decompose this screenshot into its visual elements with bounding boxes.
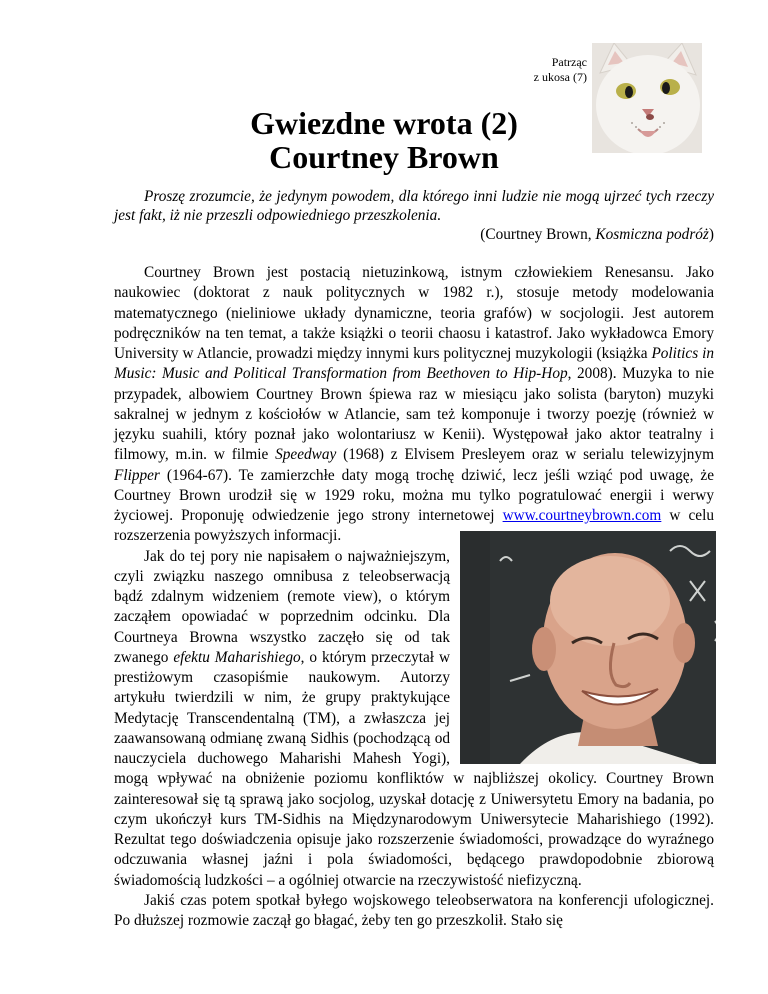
maharishi-effect-term: efektu Maharishiego: [173, 648, 301, 666]
series-note-line2: z ukosa (7): [533, 70, 587, 84]
epigraph-book-title: Kosmiczna podróż: [595, 226, 709, 243]
series-note-line1: Patrząc: [551, 55, 587, 69]
epigraph-close: ): [708, 226, 714, 243]
series-title: Flipper: [114, 466, 160, 484]
paragraph-1-text-a: Courtney Brown jest postacią nietuzinkową, istnym człowiekiem Renesansu. Jako naukowiec (doktorat z nauk politycznych w 1982 r.), stosuje metody modelowania matematycznego (nieliniowe układy dynamiczne, teoria grafów) w socjologii. Jest autorem podręczników na ten temat, a także książki o teorii chaosu i katastrof. Jako wykładowca Emory University w Atlancie, prowadzi między innymi kurs politycznej muzykologii (książka: [114, 264, 714, 362]
paragraph-2-text-b: , o którym przeczytał w prestiżowym czasopiśmie naukowym. Autorzy artykułu twierdzili w nim, że grupy praktykujące Medytację Transcendentalną (TM), a zwłaszcza jej zaawansowaną odmianę zwaną Sidhis (pochodzącą od nauczyciela duchowego Maharishi Mahesh Yogi), mogą wpływać na obniżenie poziomu konfliktów w najbliższej okolicy. Courtney Brown zainteresował się tą sprawą jako socjolog, uzyskał dotację z Uniwersytetu Emory na badania, po czym ukończył kurs TM-Sidhis na Międzynarodowym Uniwersytecie Maharishiego (1992). Rezultat tego doświadczenia opisuje jako rozszerzenie świadomości, prowadzące do wyraźnego odczuwania własnej jaźni i pola świadomości, będącego prawdopodobnie zbiorową świadomością ludzkości – a ogólniej otwarcie na rzeczywistość niefizyczną.: [114, 648, 714, 889]
website-link[interactable]: www.courtneybrown.com: [502, 507, 662, 524]
paragraph-1: [114, 263, 714, 547]
portrait-photo: [460, 531, 716, 764]
book-title: Politics in Music: Music and Political Transformation from Beethoven to Hip-Hop: [114, 345, 714, 383]
epigraph-attribution: [114, 225, 714, 244]
epigraph-separator: ,: [587, 226, 596, 243]
epigraph-author: (Courtney Brown: [480, 226, 588, 243]
paragraph-1-text-d: (1964-67). Te zamierzchłe daty mogą trochę dziwić, lecz jeśli wziąć pod uwagę, że Courtney Brown urodził się w 1929 roku, można mu tylko pogratulować energii i werwy życiowej. Proponuję odwiedzenie jego strony internetowej: [114, 466, 714, 524]
title-line-1: Gwiezdne wrota (2): [250, 105, 518, 141]
film-title: Speedway: [275, 446, 337, 464]
paragraph-1-text-f: w celu rozszerzenia powyższych informacji.: [114, 507, 714, 545]
paragraph-1-text-b: , 2008). Muzyka to nie przypadek, albowiem Courtney Brown śpiewa raz w miesiącu jako solista (baryton) muzyki sakralnej w jednym z kościołów w Atlancie, sam też komponuje i tworzy poezję (również w języku suahili, który poznał jako wolontariusz w Kenii). Występował jako aktor teatralny i filmowy, m.in. w filmie: [114, 365, 714, 464]
paragraph-1-text-c: (1968) z Elvisem Presleyem oraz w serialu telewizyjnym: [336, 446, 714, 464]
article-body: [114, 263, 714, 931]
portrait-illustration: [490, 531, 716, 764]
title-line-2: Courtney Brown: [269, 139, 499, 175]
epigraph-quote: Proszę zrozumcie, że jedynym powodem, dla którego inni ludzie nie mogą ujrzeć tych rzeczy jest fakt, iż nie przeszli odpowiedniego przeszkolenia.: [114, 188, 714, 224]
paragraph-2-text-a: Jak do tej pory nie napisałem o najważniejszym, czyli związku naszego omnibusa z teleobserwacją bądź zdalnym widzeniem (remote view), o którym zacząłem opowiadać w poprzednim odcinku. Dla Courtneya Browna wszystko zaczęło się od tak zwanego: [114, 547, 450, 666]
series-note: [507, 55, 587, 85]
paragraph-3: Jakiś czas potem spotkał byłego wojskowego teleobserwatora na konferencji ufologicznej. Po dłuższej rozmowie zaczął go błagać, żeby ten go przeszkolił. Stało się: [114, 891, 714, 929]
